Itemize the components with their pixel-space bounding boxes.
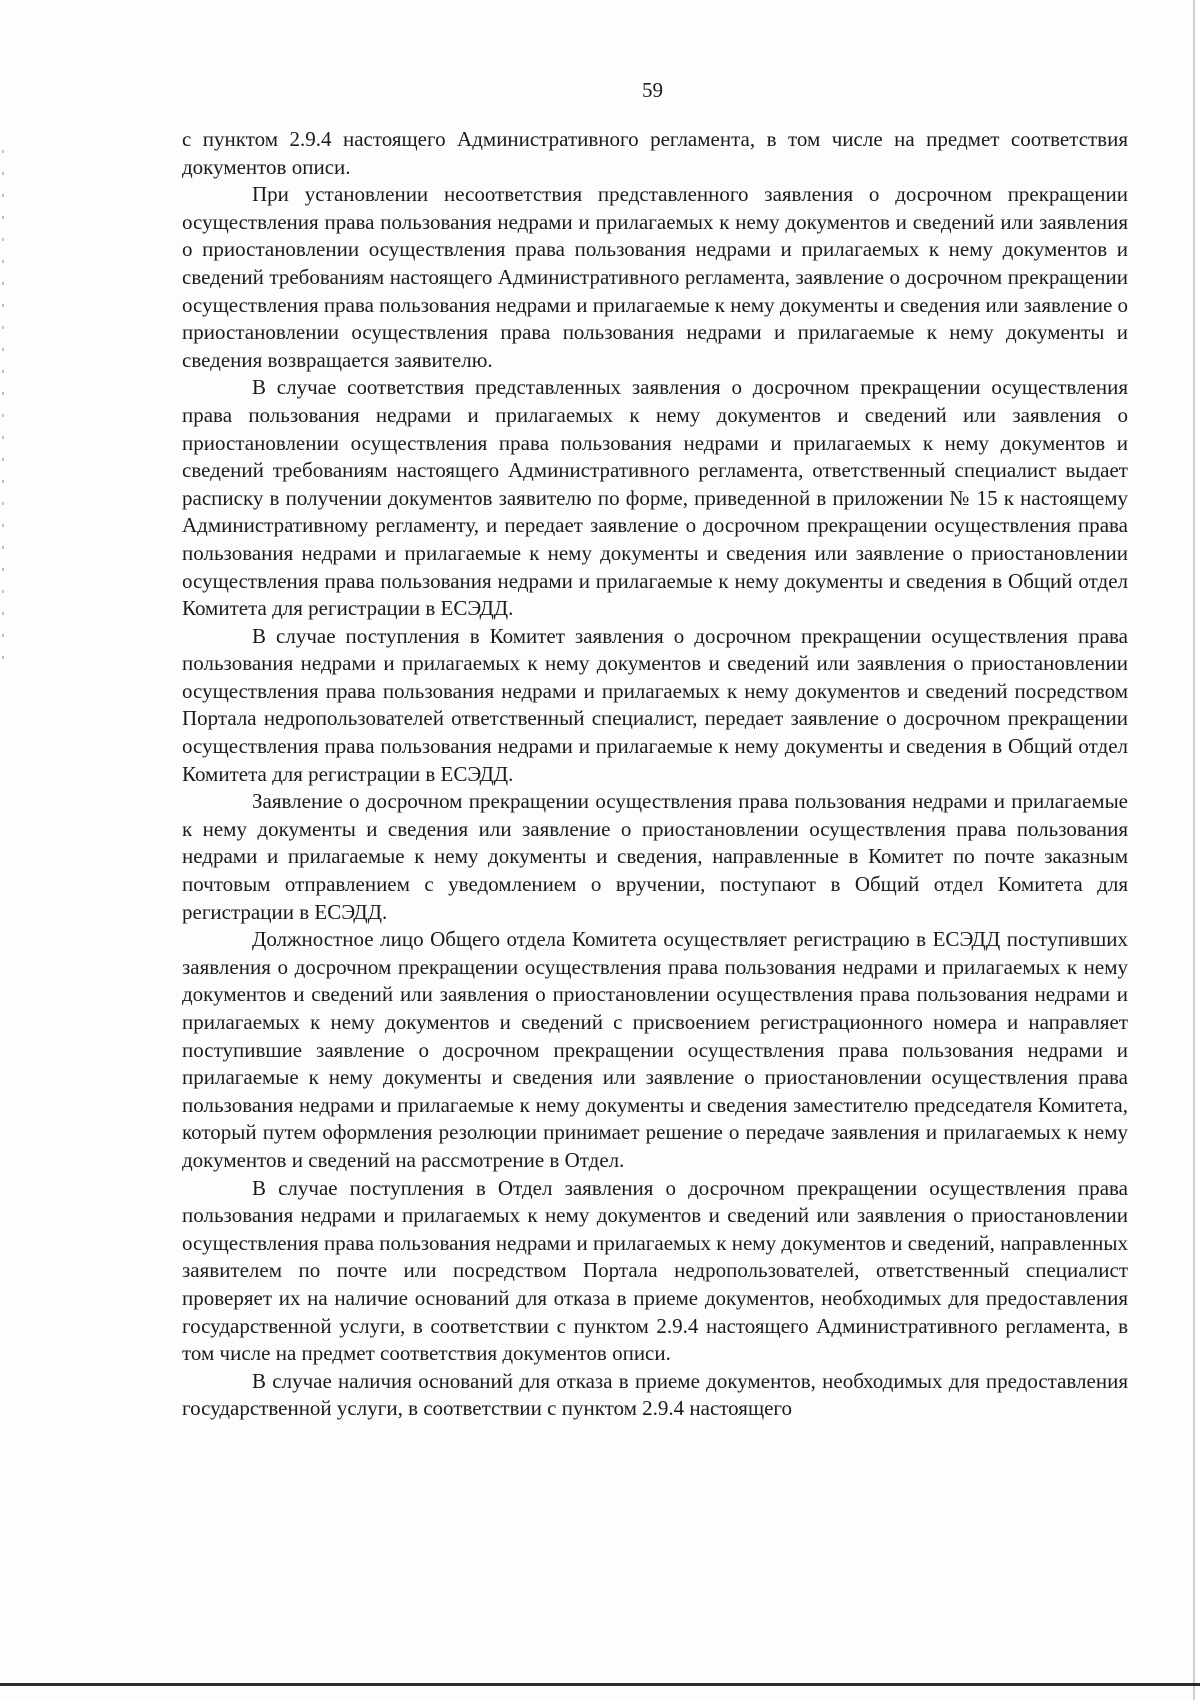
document-body bbox=[182, 126, 1128, 1423]
page-number: 59 bbox=[642, 78, 663, 102]
scan-bottom-edge bbox=[0, 1683, 1200, 1686]
paragraph-1: с пунктом 2.9.4 настоящего Административного регламента, в том числе на предмет соответствия документов описи. bbox=[182, 127, 1128, 179]
scan-right-edge bbox=[1193, 0, 1195, 1700]
scan-left-edge-marks bbox=[2, 150, 4, 670]
paragraph-2: При установлении несоответствия представленного заявления о досрочном прекращении осуществления права пользования недрами и прилагаемых к нему документов и сведений или заявления о приостановлении осуществления права пользования недрами и прилагаемых к нему документов и сведений требованиям настоящего Административного регламента, заявление о досрочном прекращении осуществления права пользования недрами и прилагаемые к нему документы и сведения или заявление о приостановлении осуществления права пользования недрами и прилагаемые к нему документы и сведения возвращается заявителю. bbox=[182, 182, 1129, 372]
paragraph-5: Заявление о досрочном прекращении осуществления права пользования недрами и прилагаемые к нему документы и сведения или заявление о приостановлении осуществления права пользования недрами и прилагаемые к нему документы и сведения, направленные в Комитет по почте заказным почтовым отправлением с уведомлением о вручении, поступают в Общий отдел Комитета для регистрации в ЕСЭДД. bbox=[182, 789, 1128, 924]
paragraph-4: В случае поступления в Комитет заявления о досрочном прекращении осуществления права пользования недрами и прилагаемых к нему документов и сведений или заявления о приостановлении осуществления права пользования недрами и прилагаемых к нему документов и сведений посредством Портала недропользователей ответственный специалист, передает заявление о досрочном прекращении осуществления права пользования недрами и прилагаемые к нему документы и сведения в Общий отдел Комитета для регистрации в ЕСЭДД. bbox=[182, 623, 1128, 786]
paragraph-8: В случае наличия оснований для отказа в приеме документов, необходимых для предоставления государственной услуги, в соответствии с пунктом 2.9.4 настоящего bbox=[182, 1368, 1128, 1421]
paragraph-7: В случае поступления в Отдел заявления о досрочном прекращении осуществления права пользования недрами и прилагаемых к нему документов и сведений или заявления о приостановлении осуществления права пользования недрами и прилагаемых к нему документов и сведений, направленных заявителем по почте или посредством Портала недропользователей, ответственный специалист проверяет их на наличие оснований для отказа в приеме документов, необходимых для предоставления государственной услуги, в соответствии с пунктом 2.9.4 настоящего Административного регламента, в том числе на предмет соответствия документов описи. bbox=[182, 1175, 1128, 1366]
paragraph-3: В случае соответствия представленных заявления о досрочном прекращении осуществления права пользования недрами и прилагаемых к нему документов и сведений или заявления о приостановлении осуществления права пользования недрами и прилагаемых к нему документов и сведений требованиям настоящего Административного регламента, ответственный специалист выдает расписку в получении документов заявителю по форме, приведенной в приложении № 15 к настоящему Административному регламенту, и передает заявление о досрочном прекращении осуществления права пользования недрами и прилагаемые к нему документы и сведения или заявление о приостановлении осуществления права пользования недрами и прилагаемые к нему документы и сведения в Общий отдел Комитета для регистрации в ЕСЭДД. bbox=[182, 375, 1128, 621]
paragraph-6: Должностное лицо Общего отдела Комитета осуществляет регистрацию в ЕСЭДД поступивших заявления о досрочном прекращении осуществления права пользования недрами и прилагаемых к нему документов и сведений или заявления о приостановлении осуществления права пользования недрами и прилагаемых к нему документов и сведений с присвоением регистрационного номера и направляет поступившие заявление о досрочном прекращении осуществления права пользования недрами и прилагаемые к нему документы и сведения или заявление о приостановлении осуществления права пользования недрами и прилагаемые к нему документы и сведения заместителю председателя Комитета, который путем оформления резолюции принимает решение о передаче заявления и прилагаемых к нему документов и сведений на рассмотрение в Отдел. bbox=[182, 927, 1128, 1172]
